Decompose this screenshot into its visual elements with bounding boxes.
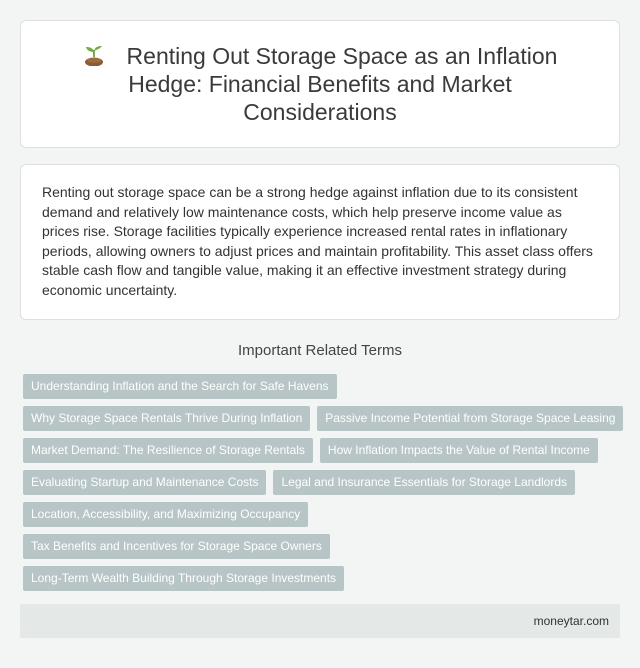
related-terms-row	[23, 502, 623, 528]
related-term-tag[interactable]: Long-Term Wealth Building Through Storage Investments	[23, 566, 344, 591]
related-term-tag[interactable]: Market Demand: The Resilience of Storage Rentals	[23, 438, 313, 463]
footer	[20, 604, 620, 638]
footer-site[interactable]: moneytar.com	[533, 614, 609, 628]
related-term-tag[interactable]: Legal and Insurance Essentials for Storage Landlords	[273, 470, 575, 495]
page-title-text: Renting Out Storage Space as an Inflation Hedge: Financial Benefits and Market Considerations	[126, 43, 558, 125]
related-terms-row	[23, 374, 623, 400]
related-terms-heading: Important Related Terms	[238, 342, 402, 359]
related-terms-row	[23, 566, 623, 592]
related-terms-row	[23, 438, 623, 464]
sprout-icon	[83, 44, 105, 66]
related-terms-row	[23, 534, 623, 560]
related-term-tag[interactable]: Understanding Inflation and the Search for Safe Havens	[23, 374, 337, 399]
related-term-tag[interactable]: Evaluating Startup and Maintenance Costs	[23, 470, 266, 495]
related-term-tag[interactable]: How Inflation Impacts the Value of Rental Income	[320, 438, 598, 463]
summary-card	[20, 164, 620, 320]
page-title	[81, 42, 559, 126]
title-card	[20, 20, 620, 148]
related-term-tag[interactable]: Tax Benefits and Incentives for Storage Space Owners	[23, 534, 330, 559]
related-terms-row	[23, 470, 623, 496]
related-terms-row	[23, 406, 623, 432]
summary-text: Renting out storage space can be a strong hedge against inflation due to its consistent demand and relatively low maintenance costs, which help preserve income value as prices rise. Storage facilities typically experience increased rental rates in inflationary periods, allowing owners to adjust prices and maintain profitability. This asset class offers stable cash flow and tangible value, making it an effective investment strategy during economic uncertainty.	[42, 184, 593, 298]
related-terms-list	[23, 374, 623, 598]
related-term-tag[interactable]: Passive Income Potential from Storage Space Leasing	[317, 406, 623, 431]
related-term-tag[interactable]: Why Storage Space Rentals Thrive During Inflation	[23, 406, 310, 431]
related-term-tag[interactable]: Location, Accessibility, and Maximizing Occupancy	[23, 502, 308, 527]
